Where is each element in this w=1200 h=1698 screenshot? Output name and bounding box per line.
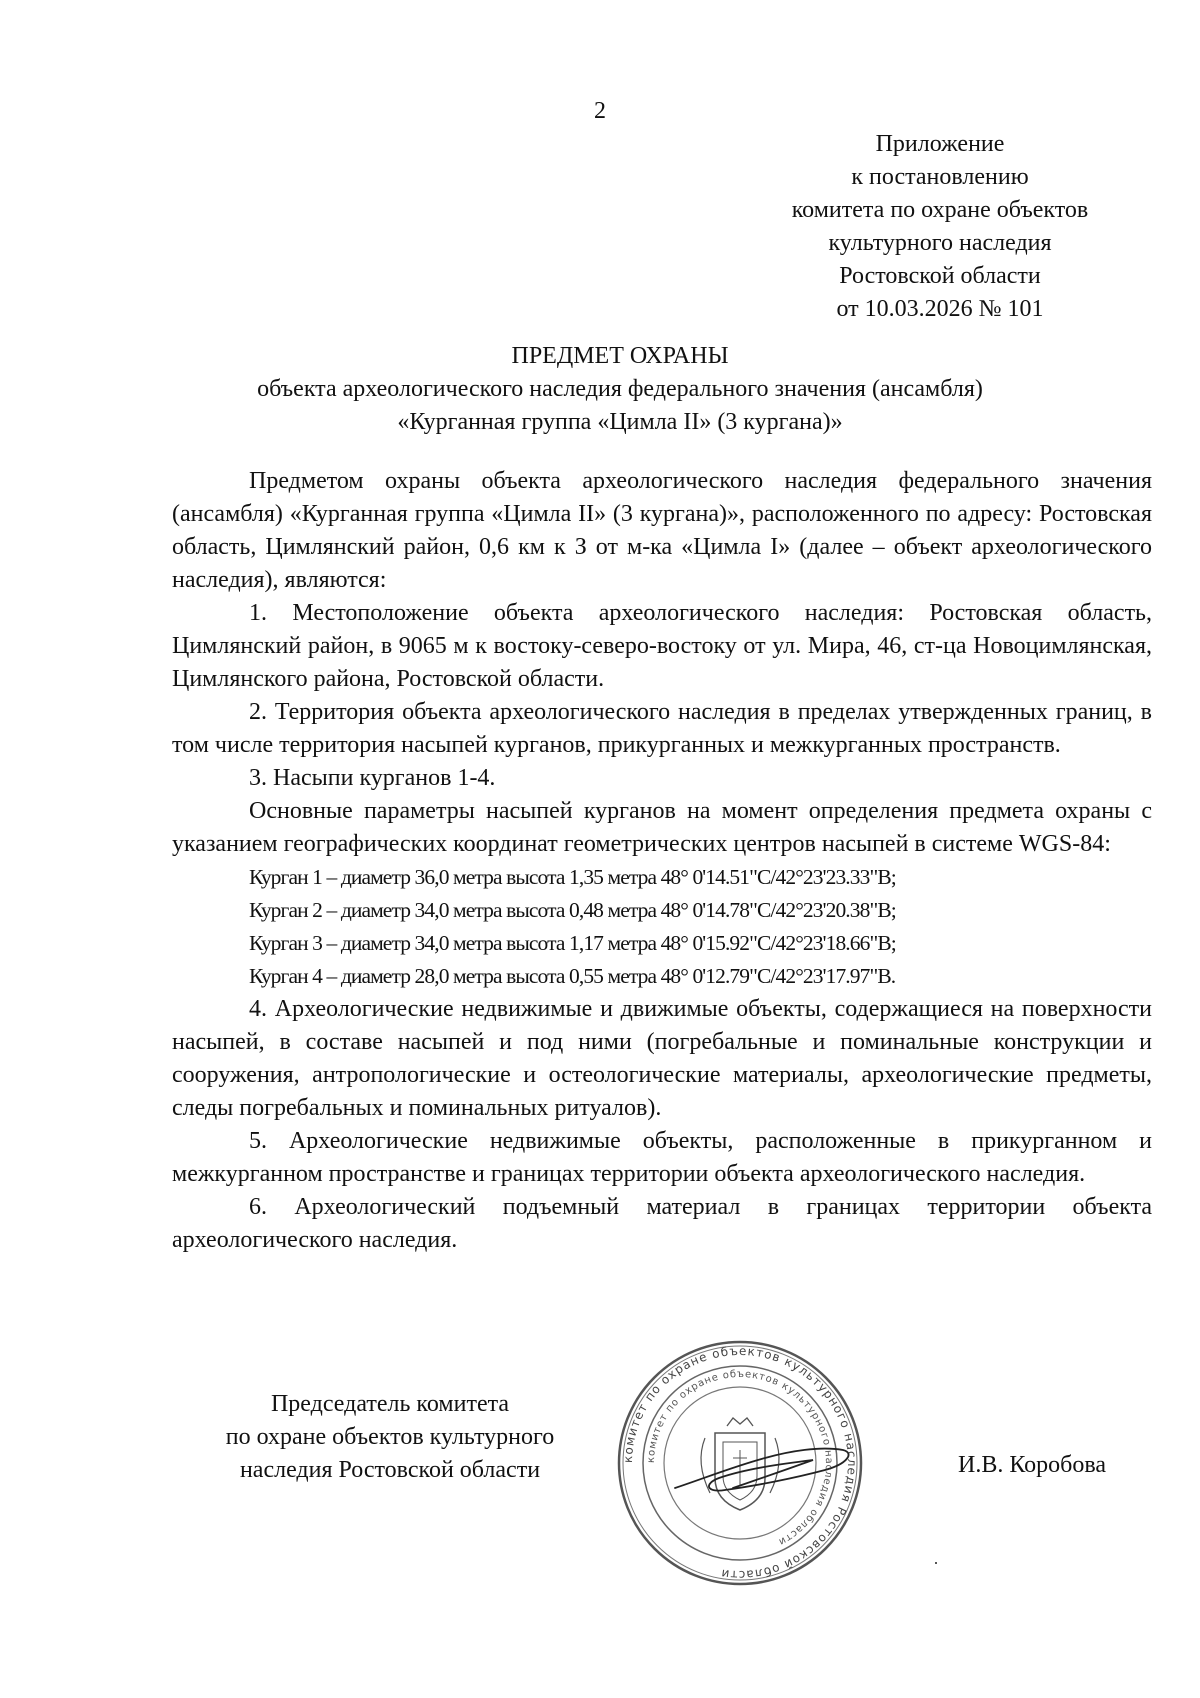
position-line: наследия Ростовской области: [239, 1457, 541, 1483]
intro-paragraph: Предметом охраны объекта археологического наследия федерального значения (ансамбля) «Курганная группа «Цимла II» (3 кургана)», расположенного по адресу: Ростовская область, Цимлянский район, 0,6 км к З от м-ка «Цимла I» (далее – объект археологического наследия), являются:: [172, 468, 1152, 593]
appendix-line: от 10.03.2026 № 101: [836, 296, 1044, 322]
signatory-name: И.В. Коробова: [958, 1452, 1107, 1478]
appendix-block: [760, 128, 1120, 326]
page-number: 2: [594, 98, 606, 124]
position-line: Председатель комитета: [270, 1391, 510, 1417]
params-paragraph: Основные параметры насыпей курганов на момент определения предмета охраны с указанием географических координат геометрических центров насыпей в системе WGS-84:: [172, 798, 1152, 857]
document-body: [172, 465, 1152, 1257]
item-immovable: 5. Археологические недвижимые объекты, расположенные в прикурганном и межкурганном пространстве и границах территории объекта археологического наследия.: [172, 1128, 1152, 1187]
appendix-line: к постановлению: [851, 164, 1029, 190]
appendix-line: культурного наследия: [828, 230, 1052, 256]
signatory-position: [180, 1388, 600, 1487]
title-heading: ПРЕДМЕТ ОХРАНЫ: [511, 343, 729, 369]
title-line: объекта археологического наследия федерального значения (ансамбля): [257, 376, 983, 402]
item-territory: 2. Территория объекта археологического наследия в пределах утвержденных границ, в том числе территория насыпей курганов, прикурганных и межкурганных пространств.: [172, 699, 1152, 758]
item-surface-material: 6. Археологический подъемный материал в границах территории объекта археологического наследия.: [172, 1194, 1152, 1253]
seal-inner-text: комитет по охране объектов культурного наследия области: [645, 1368, 835, 1548]
seal-outer-text: комитет по охране объектов культурного наследия Ростовской области: [620, 1343, 860, 1583]
document-title: [120, 340, 1120, 439]
kurgan-line: Курган 2 – диаметр 34,0 метра высота 0,48 метра 48° 0'14.78"С/42°23'20.38"В;: [249, 898, 896, 922]
kurgan-line: Курган 1 – диаметр 36,0 метра высота 1,35 метра 48° 0'14.51"С/42°23'23.33"В;: [249, 865, 896, 889]
kurgan-line: Курган 4 – диаметр 28,0 метра высота 0,55 метра 48° 0'12.79"С/42°23'17.97"В.: [249, 964, 896, 988]
official-seal: [615, 1338, 865, 1588]
appendix-line: Приложение: [875, 131, 1005, 157]
appendix-line: Ростовской области: [839, 263, 1041, 289]
title-line: «Курганная группа «Цимла II» (3 кургана)»: [397, 409, 843, 435]
item-objects: 4. Археологические недвижимые и движимые объекты, содержащиеся на поверхности насыпей, в составе насыпей и под ними (погребальные и поминальные конструкции и сооружения, антропологические и остеологические материалы, археологические предметы, следы погребальных и поминальных ритуалов).: [172, 996, 1152, 1121]
appendix-line: комитета по охране объектов: [791, 197, 1089, 223]
speck: [935, 1562, 937, 1564]
item-mounds: 3. Насыпи курганов 1-4.: [249, 765, 496, 791]
item-location: 1. Местоположение объекта археологического наследия: Ростовская область, Цимлянский район, в 9065 м к востоку-северо-востоку от ул. Мира, 46, ст-ца Новоцимлянская, Цимлянского района, Ростовской области.: [172, 600, 1152, 692]
coat-of-arms-emblem: [701, 1418, 779, 1510]
position-line: по охране объектов культурного: [225, 1424, 555, 1450]
kurgan-line: Курган 3 – диаметр 34,0 метра высота 1,17 метра 48° 0'15.92"С/42°23'18.66"В;: [249, 931, 896, 955]
